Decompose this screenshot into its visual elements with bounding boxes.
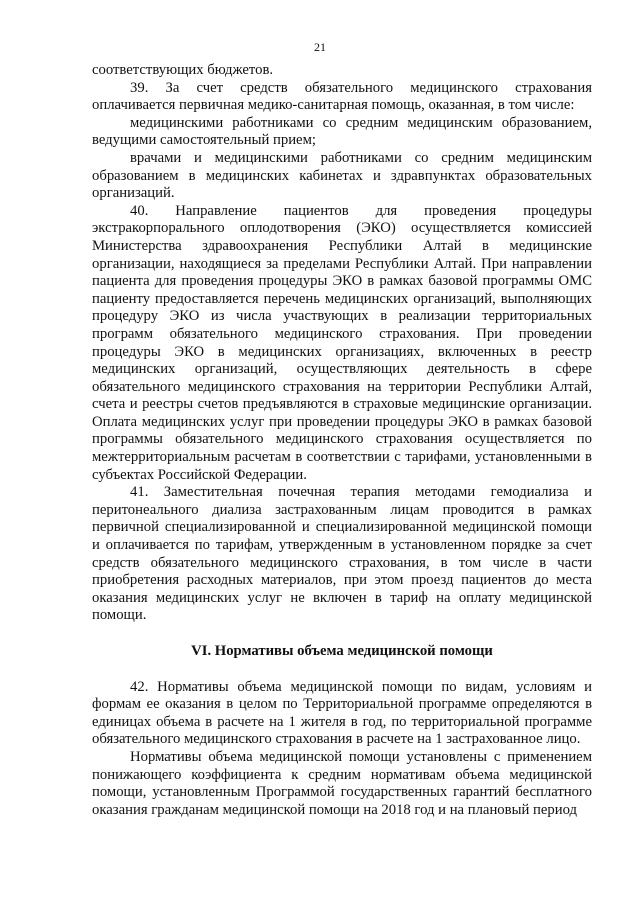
document-body (92, 62, 592, 819)
section-heading: VI. Нормативы объема медицинской помощи (191, 643, 493, 659)
paragraph-39: 39. За счет средств обязательного медицинского страхования оплачивается первичная медико-санитарная помощь, оказанная, в том числе: (92, 79, 592, 114)
paragraph-42: 42. Нормативы объема медицинской помощи по видам, условиям и формам ее оказания в целом по Территориальной программе определяются в единицах объема в расчете на 1 жителя в год, по территориальной программе обязательного медицинского страхования в расчете на 1 застрахованное лицо. (92, 678, 592, 748)
paragraph-41: 41. Заместительная почечная терапия методами гемодиализа и перитонеального диализа застрахованным лицам проводится в рамках первичной специализированной и специализированной медицинской помощи и оплачивается по тарифам, утвержденным в установленном порядке за счет средств обязательного медицинского страхования, в том числе в части приобретения расходных материалов, при этом проезд пациентов до места оказания медицинских услуг не включен в тариф на оплату медицинской помощи. (92, 484, 592, 624)
page-number: 21 (314, 40, 326, 54)
paragraph-40: 40. Направление пациентов для проведения процедуры экстракорпорального оплодотворения (ЭКО) осуществляется комиссией Министерства здравоохранения Республики Алтай в медицинские организации, находящиеся за пределами Республики Алтай. При направлении пациента для проведения процедуры ЭКО в рамках базовой программы ОМС пациенту предоставляется перечень медицинских организаций, выполняющих процедуру ЭКО из числа участвующих в реализации территориальных программ обязательного медицинского страхования. При проведении процедуры ЭКО в медицинских организациях, включенных в реестр медицинских организаций, осуществляющих деятельность в сфере обязательного медицинского страхования на территории Республики Алтай, счета и реестры счетов предъявляются в страховые медицинские организации. Оплата медицинских услуг при проведении процедуры ЭКО в рамках базовой программы обязательного медицинского страхования осуществляется по межтерриториальным расчетам в соответствии с тарифами, установленными в субъектах Российской Федерации. (92, 202, 592, 483)
paragraph-39-item-1: медицинскими работниками со средним медицинским образованием, ведущими самостоятельный прием; (92, 114, 592, 149)
paragraph-budgets: соответствующих бюджетов. (92, 62, 274, 78)
paragraph-42-continued: Нормативы объема медицинской помощи установлены с применением понижающего коэффициента к средним нормативам объема медицинской помощи, установленным Программой государственных гарантий бесплатного оказания гражданам медицинской помощи на 2018 год и на плановый период (92, 748, 592, 818)
paragraph-39-item-2: врачами и медицинскими работниками со средним медицинским образованием в медицинских кабинетах и здравпунктах образовательных организаций. (92, 149, 592, 202)
